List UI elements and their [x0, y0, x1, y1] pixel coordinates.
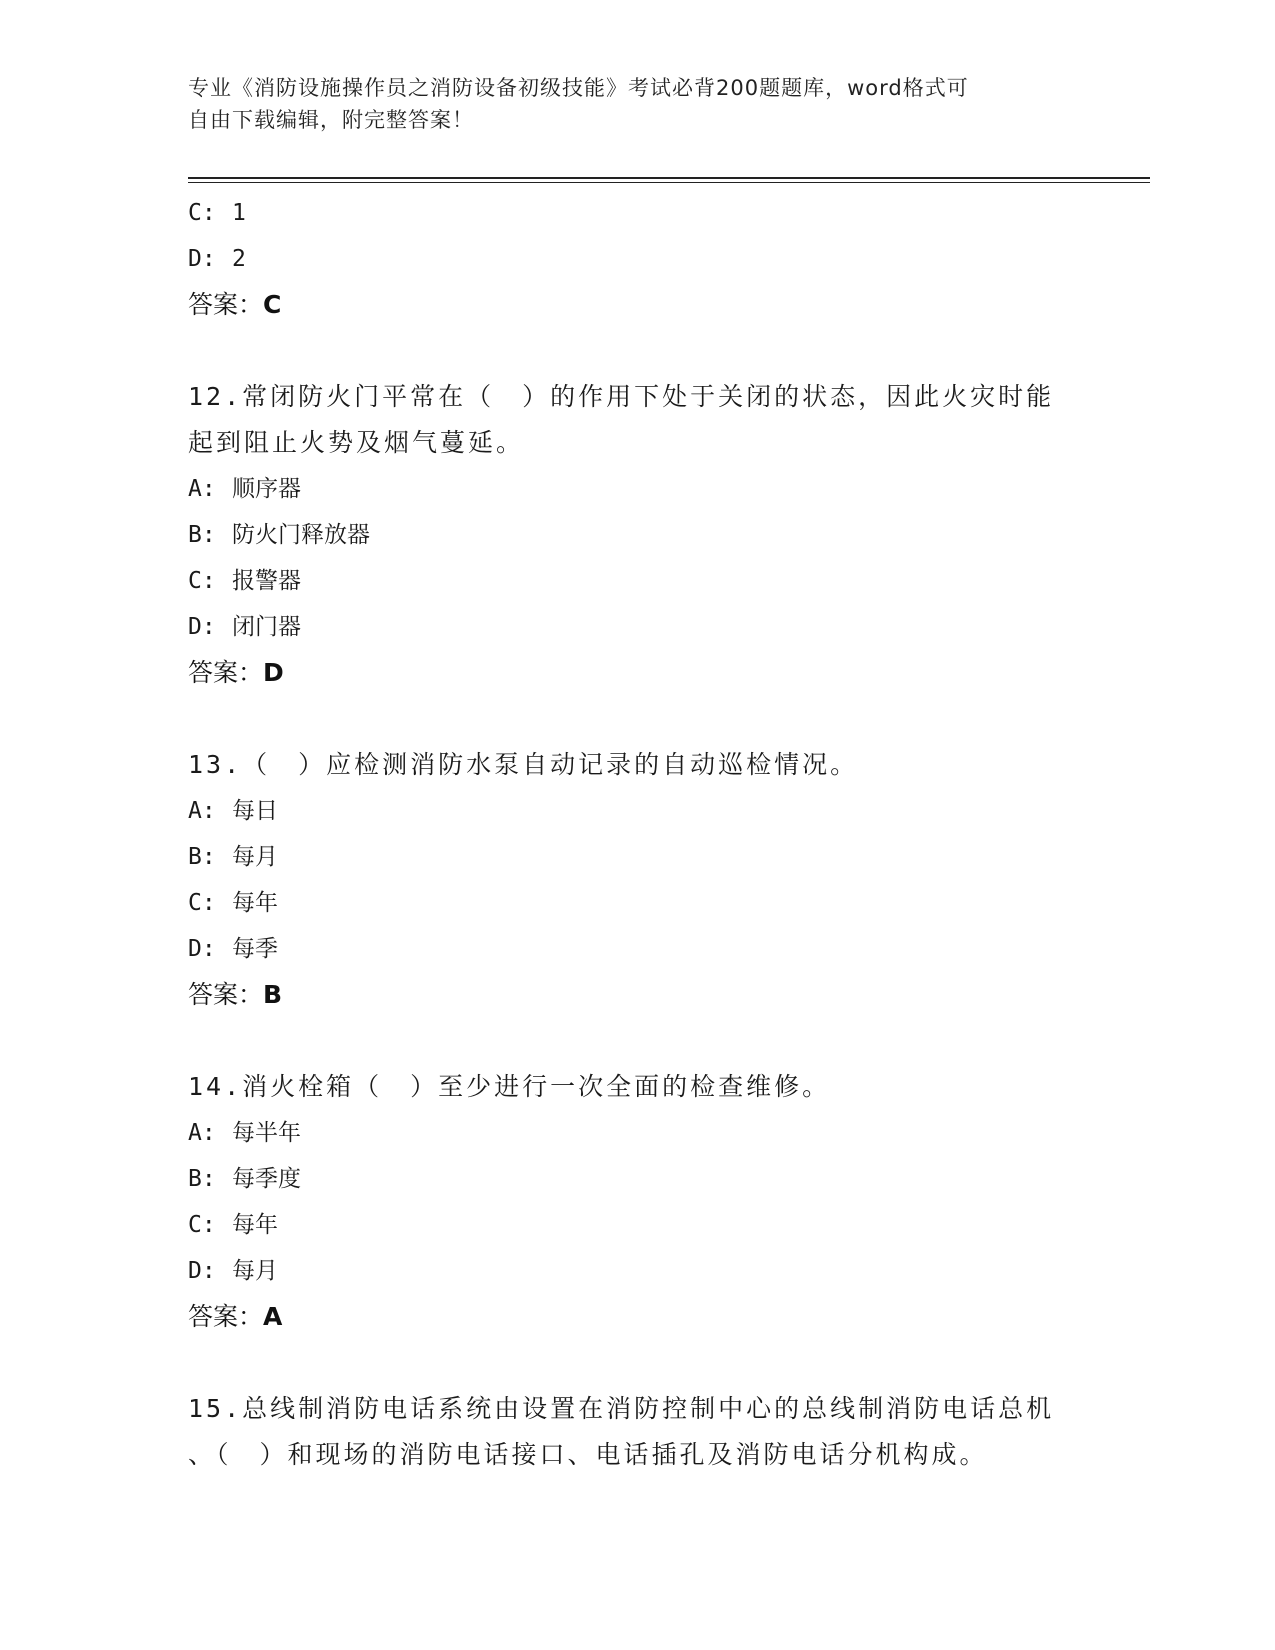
question-14	[188, 1064, 1088, 1340]
answer-line: 答案：C	[188, 290, 282, 319]
option-c: C: 1	[188, 200, 246, 226]
option-c: C: 报警器	[188, 568, 301, 594]
header-line-1: 专业《消防设施操作员之消防设备初级技能》考试必背200题题库，word格式可	[188, 76, 969, 100]
option-a: A: 每日	[188, 798, 278, 824]
question-13	[188, 742, 1088, 1018]
option-b: B: 防火门释放器	[188, 522, 370, 548]
option-d: D: 闭门器	[188, 614, 301, 640]
option-a: A: 顺序器	[188, 476, 301, 502]
question-text: 12.常闭防火门平常在（ ）的作用下处于关闭的状态，因此火灾时能 起到阻止火势及烟气蔓延。	[188, 382, 1055, 457]
question-list	[188, 190, 1088, 1478]
answer-value: B	[263, 980, 283, 1009]
answer-value: C	[263, 290, 282, 319]
header-rule-thick	[188, 177, 1150, 179]
question-11-tail	[188, 190, 1088, 328]
option-d: D: 每月	[188, 1258, 278, 1284]
answer-line: 答案：B	[188, 980, 283, 1009]
answer-value: A	[263, 1302, 283, 1331]
option-c: C: 每年	[188, 1212, 278, 1238]
question-text: 15.总线制消防电话系统由设置在消防控制中心的总线制消防电话总机 、（ ）和现场的消防电话接口、电话插孔及消防电话分机构成。	[188, 1394, 1055, 1469]
option-c: C: 每年	[188, 890, 278, 916]
option-d: D: 每季	[188, 936, 278, 962]
document-header	[188, 72, 1068, 136]
question-text: 14.消火栓箱（ ）至少进行一次全面的检查维修。	[188, 1072, 831, 1101]
header-rule-thin	[188, 182, 1150, 183]
header-line-2: 自由下载编辑，附完整答案！	[188, 108, 474, 132]
option-d: D: 2	[188, 246, 246, 272]
answer-line: 答案：A	[188, 1302, 283, 1331]
answer-line: 答案：D	[188, 658, 284, 687]
question-12	[188, 374, 1088, 696]
option-b: B: 每月	[188, 844, 278, 870]
answer-value: D	[263, 658, 284, 687]
question-text: 13.（ ）应检测消防水泵自动记录的自动巡检情况。	[188, 750, 859, 779]
option-b: B: 每季度	[188, 1166, 301, 1192]
question-15	[188, 1386, 1088, 1478]
option-a: A: 每半年	[188, 1120, 301, 1146]
